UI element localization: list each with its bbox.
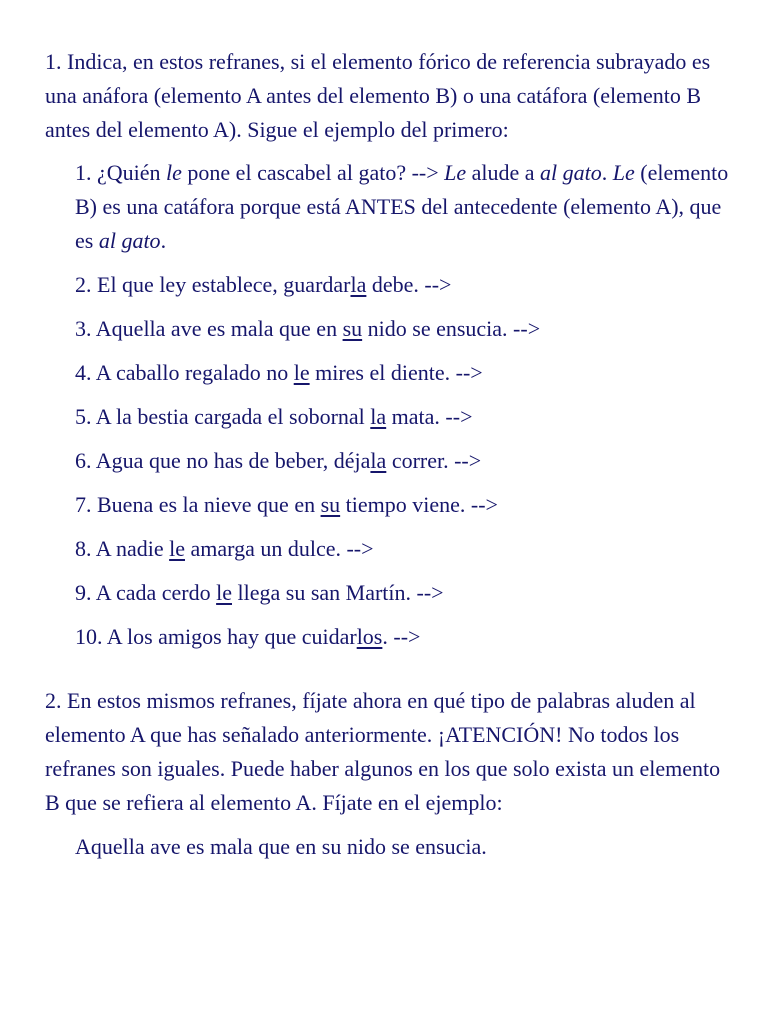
list-item: 4. A caballo regalado no le mires el diente. --> <box>75 360 483 385</box>
underlined-reference: le <box>169 536 185 561</box>
list-item: 8. A nadie le amarga un dulce. --> <box>75 536 374 561</box>
list-item: 10. A los amigos hay que cuidarlos. --> <box>75 624 421 649</box>
question-2-example: Aquella ave es mala que en su nido se ensucia. <box>75 834 487 859</box>
proverb-list <box>45 156 735 654</box>
underlined-reference: le <box>216 580 232 605</box>
list-item: 2. El que ley establece, guardarla debe. --> <box>75 272 452 297</box>
question-1-instructions: 1. Indica, en estos refranes, si el elemento fórico de referencia subrayado es una anáfora (elemento A antes del elemento B) o una catáfora (elemento B antes del elemento A). Sigue el ejemplo del primero: <box>45 49 711 142</box>
underlined-reference: la <box>370 448 387 473</box>
list-item: 5. A la bestia cargada el sobornal la mata. --> <box>75 404 473 429</box>
example-item: 1. ¿Quién le pone el cascabel al gato? --> Le alude a al gato. Le (elemento B) es una catáfora porque está ANTES del antecedente (elemento A), que es al gato. <box>75 160 729 253</box>
underlined-reference: le <box>293 360 310 385</box>
list-item: 9. A cada cerdo le llega su san Martín. --> <box>75 580 444 605</box>
pronoun-le: Le <box>612 160 635 185</box>
list-item: 6. Agua que no has de beber, déjala correr. --> <box>75 448 482 473</box>
underlined-reference: su <box>342 316 363 341</box>
question-2-instructions: 2. En estos mismos refranes, fíjate ahora en qué tipo de palabras aluden al elemento A que has señalado anteriormente. ¡ATENCIÓN! No todos los refranes son iguales. Puede haber algunos en los que solo exista un elemento B que se refiera al elemento A. Fíjate en el ejemplo: <box>45 688 721 815</box>
antecedent: al gato <box>540 160 602 185</box>
list-item: 7. Buena es la nieve que en su tiempo viene. --> <box>75 492 498 517</box>
underlined-reference: su <box>320 492 341 517</box>
underlined-reference: la <box>370 404 387 429</box>
list-item: 3. Aquella ave es mala que en su nido se ensucia. --> <box>75 316 541 341</box>
document-page <box>45 45 735 864</box>
underlined-reference: la <box>350 272 367 297</box>
antecedent: al gato <box>98 228 161 253</box>
underlined-reference: los <box>356 624 383 649</box>
pronoun-le: Le <box>444 160 467 185</box>
pronoun-le: le <box>166 160 182 185</box>
